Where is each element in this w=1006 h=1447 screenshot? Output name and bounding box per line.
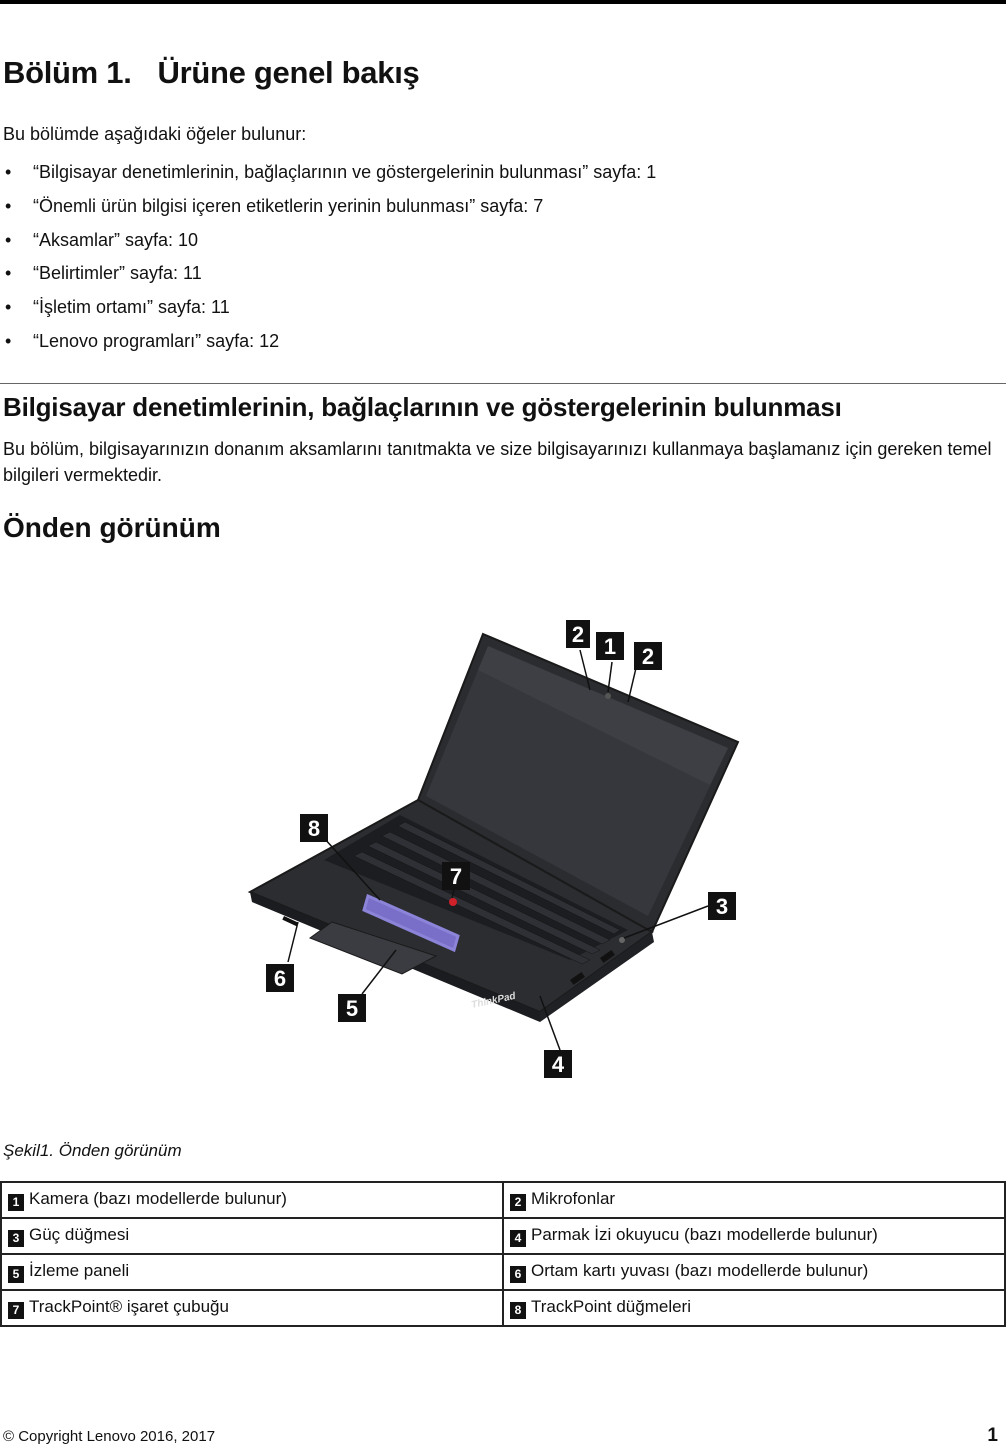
callout-number: 7 bbox=[449, 864, 463, 889]
callout-7 bbox=[442, 862, 470, 890]
chapter-number: Bölüm 1. bbox=[3, 55, 132, 90]
intro-text: Bu bölümde aşağıdaki öğeler bulunur: bbox=[3, 124, 307, 144]
subsection-title: Önden görünüm bbox=[3, 512, 221, 543]
section-title: Bilgisayar denetimlerinin, bağlaçlarının ve göstergelerinin bulunması bbox=[3, 392, 842, 422]
bullet-icon: • bbox=[5, 229, 12, 250]
legend-cell bbox=[503, 1290, 1005, 1326]
table-row bbox=[1, 1254, 1005, 1290]
callout-number: 6 bbox=[273, 966, 287, 991]
callout-number: 2 bbox=[571, 622, 585, 647]
chapter-title bbox=[3, 55, 419, 91]
toc-link[interactable]: “İşletim ortamı” sayfa: 11 bbox=[33, 297, 230, 318]
chapter-name: Ürüne genel bakış bbox=[157, 55, 420, 90]
callout-number: 2 bbox=[641, 644, 655, 669]
table-row bbox=[1, 1218, 1005, 1254]
toc-item[interactable] bbox=[0, 160, 656, 194]
callout-3 bbox=[708, 892, 736, 920]
bullet-icon: • bbox=[5, 162, 12, 182]
callout-number: 1 bbox=[603, 634, 617, 659]
legend-cell bbox=[1, 1254, 503, 1290]
legend-label: Güç düğmesi bbox=[29, 1225, 130, 1244]
toc-link[interactable]: “Bilgisayar denetimlerinin, bağlaçlarının ve göstergelerinin bulunması” sayfa: 1 bbox=[33, 162, 657, 182]
callout-number: 5 bbox=[345, 996, 359, 1021]
legend-label: İzleme paneli bbox=[29, 1261, 130, 1280]
legend-cell bbox=[503, 1182, 1005, 1218]
laptop-front-view-figure bbox=[240, 610, 760, 1090]
callout-5 bbox=[338, 994, 366, 1022]
legend-cell bbox=[1, 1218, 503, 1254]
number-badge: 8 bbox=[510, 1302, 526, 1319]
thinkpad-logo: ThinkPad bbox=[470, 990, 517, 1011]
number-badge: 6 bbox=[510, 1266, 526, 1283]
callout-2-left bbox=[566, 620, 590, 648]
legend-cell bbox=[1, 1290, 503, 1326]
top-rule bbox=[0, 0, 1006, 4]
toc-item[interactable] bbox=[0, 329, 656, 363]
callout-4 bbox=[544, 1050, 572, 1078]
legend-label: Mikrofonlar bbox=[531, 1189, 616, 1208]
number-badge: 3 bbox=[8, 1230, 24, 1247]
table-row bbox=[1, 1182, 1005, 1218]
callout-number: 3 bbox=[715, 894, 729, 919]
section-divider bbox=[0, 383, 1006, 384]
callout-1 bbox=[596, 632, 624, 660]
trackpoint-icon bbox=[449, 898, 457, 906]
toc-item[interactable] bbox=[0, 228, 656, 262]
legend-cell bbox=[503, 1218, 1005, 1254]
number-badge: 1 bbox=[8, 1194, 24, 1211]
bullet-icon: • bbox=[5, 195, 12, 216]
figure-caption: Şekil1. Önden görünüm bbox=[3, 1141, 182, 1160]
callout-number: 4 bbox=[551, 1052, 565, 1077]
legend-cell bbox=[1, 1182, 503, 1218]
bullet-icon: • bbox=[5, 330, 12, 351]
toc-link[interactable]: “Aksamlar” sayfa: 10 bbox=[33, 229, 199, 250]
toc-item[interactable] bbox=[0, 295, 656, 329]
callout-number: 8 bbox=[307, 816, 321, 841]
toc-item[interactable] bbox=[0, 261, 656, 295]
number-badge: 4 bbox=[510, 1230, 526, 1247]
legend-label: Kamera (bazı modellerde bulunur) bbox=[29, 1189, 287, 1208]
toc-item[interactable] bbox=[0, 194, 656, 228]
number-badge: 5 bbox=[8, 1266, 24, 1283]
toc-link[interactable]: “Lenovo programları” sayfa: 12 bbox=[33, 330, 280, 351]
bullet-icon: • bbox=[5, 297, 12, 318]
camera-icon bbox=[605, 693, 611, 699]
footer-copyright: © Copyright Lenovo 2016, 2017 bbox=[3, 1428, 216, 1445]
legend-label: Ortam kartı yuvası (bazı modellerde bulunur) bbox=[531, 1261, 869, 1280]
legend-table bbox=[0, 1181, 1006, 1327]
number-badge: 2 bbox=[510, 1194, 526, 1211]
bullet-icon: • bbox=[5, 263, 12, 284]
section-body: Bu bölüm, bilgisayarınızın donanım aksamlarını tanıtmakta ve size bilgisayarınızı kullanmaya başlamanız için gereken temel bilgileri vermektedir. bbox=[3, 439, 992, 485]
legend-label: Parmak İzi okuyucu (bazı modellerde bulunur) bbox=[531, 1225, 878, 1244]
page-number: 1 bbox=[987, 1425, 998, 1446]
toc-link[interactable]: “Önemli ürün bilgisi içeren etiketlerin yerinin bulunması” sayfa: 7 bbox=[33, 195, 544, 216]
legend-label: TrackPoint® işaret çubuğu bbox=[29, 1297, 229, 1316]
callout-2-right bbox=[634, 642, 662, 670]
table-row bbox=[1, 1290, 1005, 1326]
legend-label: TrackPoint düğmeleri bbox=[531, 1297, 691, 1316]
legend-cell bbox=[503, 1254, 1005, 1290]
callout-6 bbox=[266, 964, 294, 992]
toc-list bbox=[0, 160, 656, 363]
callout-8 bbox=[300, 814, 328, 842]
toc-link[interactable]: “Belirtimler” sayfa: 11 bbox=[33, 263, 202, 284]
number-badge: 7 bbox=[8, 1302, 24, 1319]
